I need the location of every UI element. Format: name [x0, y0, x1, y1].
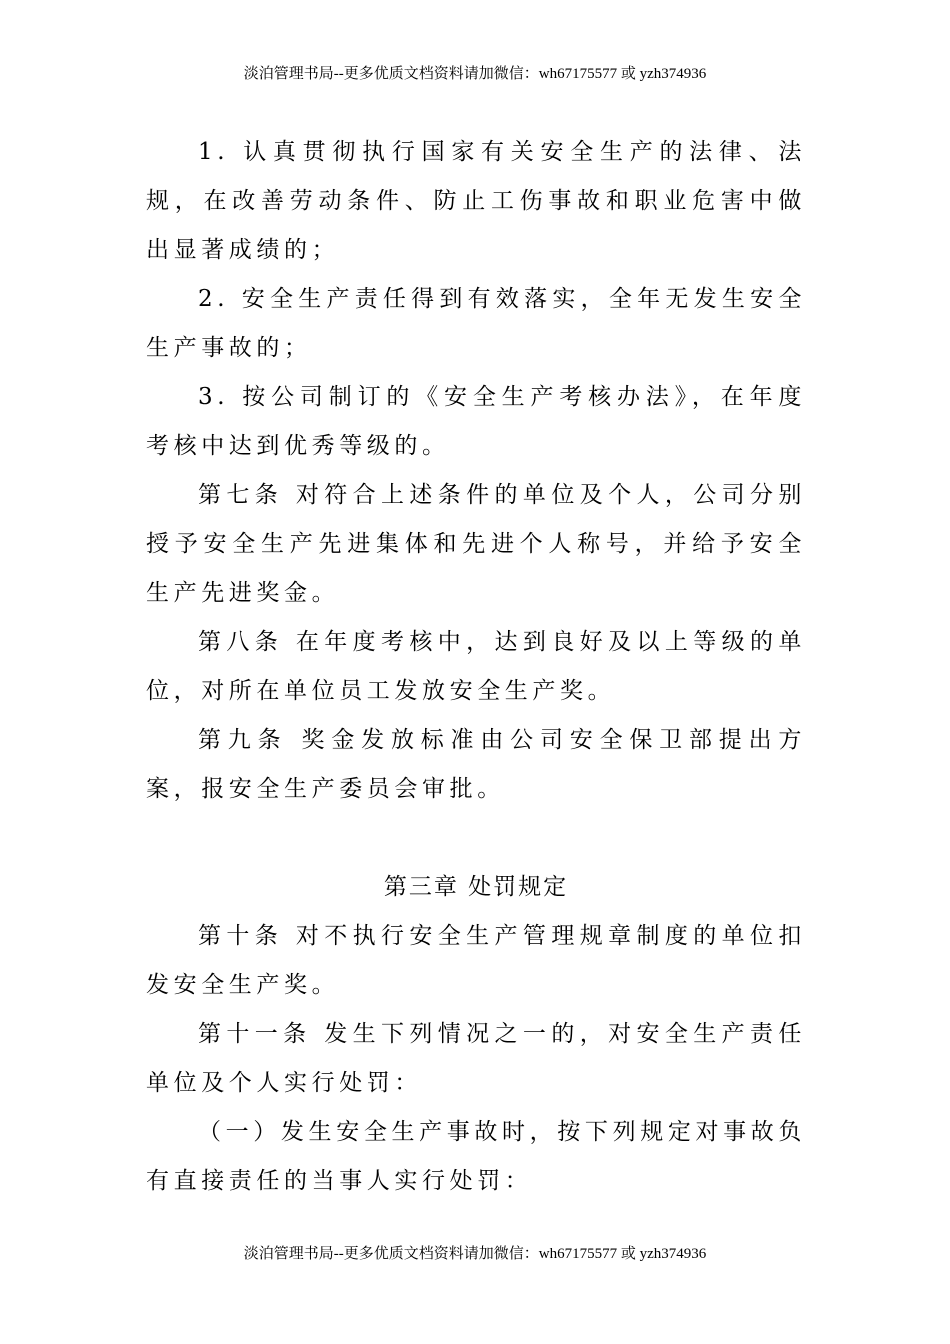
article-10-paragraph: 第十条 对不执行安全生产管理规章制度的单位扣发安全生产奖。	[146, 923, 806, 998]
chapter-title: 第三章 处罚规定	[383, 874, 569, 900]
article-8-paragraph: 第八条 在年度考核中，达到良好及以上等级的单位，对所在单位员工发放安全生产奖。	[146, 629, 806, 704]
page-header: 淡泊管理书局--更多优质文档资料请加微信：wh67175577 或 yzh374936	[243, 66, 707, 82]
document-body	[146, 128, 806, 1206]
article-7-paragraph: 第七条 对符合上述条件的单位及个人，公司分别授予安全生产先进集体和先进个人称号，并给予安全生产先进奖金。	[146, 482, 806, 606]
article-11-paragraph: 第十一条 发生下列情况之一的，对安全生产责任单位及个人实行处罚：	[146, 1021, 806, 1096]
article-9-paragraph: 第九条 奖金发放标准由公司安全保卫部提出方案，报安全生产委员会审批。	[146, 727, 806, 802]
item-2-paragraph: 2. 安全生产责任得到有效落实，全年无发生安全生产事故的；	[146, 286, 806, 361]
page-footer: 淡泊管理书局--更多优质文档资料请加微信：wh67175577 或 yzh374936	[243, 1246, 707, 1262]
clause-1-paragraph: （一）发生安全生产事故时，按下列规定对事故负有直接责任的当事人实行处罚：	[146, 1119, 806, 1194]
item-3-paragraph: 3. 按公司制订的《安全生产考核办法》，在年度考核中达到优秀等级的。	[146, 384, 806, 459]
item-1-paragraph: 1. 认真贯彻执行国家有关安全生产的法律、法规，在改善劳动条件、防止工伤事故和职业危害中做出显著成绩的；	[146, 139, 806, 263]
